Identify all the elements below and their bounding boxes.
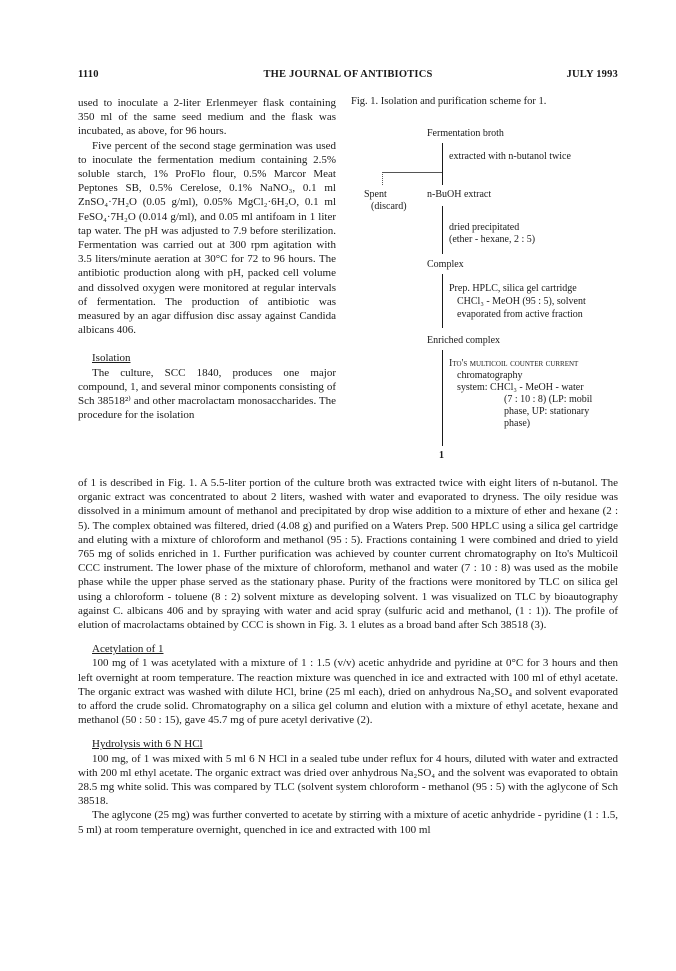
paragraph-isolation-continued: of 1 is described in Fig. 1. A 5.5-liter portion of the culture broth was extracted twice with eight liters of n-butanol. The organic extract was concentrated to about 2 liters, washed with water and evaporated to dryness. The oily residue was dissolved in a minimum amount of methanol and precipitated by drop wise addition to a mixture of ether and hexane (2 : 5). The complex obtained was filtered, dried (4.08 g) and purified on a Waters Prep. 500 HPLC using a silica gel cartridge and eluting with a mixture of chloroform and methanol (95 : 5). Fractions containing 1 were combined and dried to yield 765 mg of solids enriched in 1. Further purification was achieved by counter current chromatography on Ito's Multicoil CCC instrument. The lower phase of the mixture of chloroform, methanol and water (7 : 10 : 8) was used as the mobile phase while the upper phase served as the stationary phase. Purity of the fractions were monitored by TLC on silica gel using a chloroform - toluene (8 : 2) solvent mixture as developing solvent. 1 was visualized on TLC by bioautography against C. albicans 406 and by spraying with water and acid spray (sulfuric acid and methanol, (1 : 1)). The profile of elution of macrolactams obtained by CCC is shown in Fig. 3. 1 elutes as a broad band after Sch 38518 (3).	[78, 477, 618, 632]
section-heading-hydrolysis: Hydrolysis with 6 N HCl	[92, 738, 203, 751]
step-hplc-3: evaporated from active fraction	[457, 309, 583, 320]
flow-line	[442, 350, 443, 446]
paragraph-hydrolysis: 100 mg, of 1 was mixed with 5 ml 6 N HCl in a sealed tube under reflux for 4 hours, diluted with water and extracted with 200 ml ethyl acetate. The organic extract was dried over anhydrous Na₂SO₄ and the solvent was evaporated to obtain 28.5 mg white solid. This was compared by TLC (solvent system chloroform - methanol (95 : 5) with the aglycone of Sch 38518.	[78, 752, 618, 808]
section-heading-isolation: Isolation	[92, 352, 131, 365]
step-hplc-1: Prep. HPLC, silica gel cartridge	[449, 283, 577, 294]
full-width-text	[78, 476, 618, 837]
paragraph-seed-culture: used to inoculate a 2-liter Erlenmeyer flask containing 350 ml of the same seed medium and the flask was incubated, as above, for 96 hours.	[78, 97, 336, 138]
flow-line	[442, 143, 443, 185]
issue-date: JULY 1993	[566, 69, 618, 80]
flow-line	[442, 206, 443, 254]
step-ccc-6: phase)	[504, 418, 531, 429]
paragraph-aglycone: The aglycone (25 mg) was further converted to acetate by stirring with a mixture of acetic anhydride - pyridine (1 : 1.5, 5 ml) at room temperature overnight, quenched in ice and extracted with 100 ml	[78, 809, 618, 836]
step-precipitation-2: (ether - hexane, 2 : 5)	[449, 234, 536, 245]
branch-line	[382, 172, 442, 173]
journal-title: THE JOURNAL OF ANTIBIOTICS	[263, 69, 433, 80]
paragraph-acetylation: 100 mg of 1 was acetylated with a mixture of 1 : 1.5 (v/v) acetic anhydride and pyridine at 0°C for 3 hours and then left overnight at room temperature. The reaction mixture was quenched in ice and extracted with 100 ml of ethyl acetate. The organic extract was washed with dilute HCl, brine (25 ml each), dried on anhydrous Na₂SO₄ and solvent evaporated to afford the crude solid. Chromatography on a silica gel column and elution with a mixture of ethyl acetate, hexane and methanol (50 : 50 : 15), gave 45.7 mg of pure acetyl derivative (2).	[78, 657, 618, 727]
paragraph-fermentation: Five percent of the second stage germination was used to inoculate the fermentation medium containing 2.5% soluble starch, 1% ProFlo flour, 0.5% Marcor Meat Peptones SB, 0.5% Cerelose, 0.1% NaNO₃, 0.1 ml ZnSO₄·7H₂O (0.05 g/ml), 0.05% MgCl₂·6H₂O, 0.1 ml FeSO₄·7H₂O (0.014 g/ml), and 0.05 ml antifoam in 1 liter tap water. The pH was adjusted to 7.9 before sterilization. Fermentation was carried out at 300 rpm agitation with 3.5 liters/minute aeration at 30°C for 72 to 96 hours. The antibiotic production along with pH, packed cell volume and dissolved oxygen were monitored at regular intervals of fermentation. The production of antibiotic was measured by an agar diffusion disc assay against Candida albicans 406.	[78, 139, 336, 337]
node-enriched-complex: Enriched complex	[427, 335, 501, 346]
figure-caption: Fig. 1. Isolation and purification scheme for 1.	[351, 96, 547, 107]
step-ccc-5: phase, UP: stationary	[504, 406, 590, 417]
step-ccc-2: chromatography	[457, 370, 523, 381]
step-ccc-3: system: CHCl₃ - MeOH - water	[457, 382, 584, 393]
node-fermentation-broth: Fermentation broth	[427, 128, 504, 139]
node-buoh-extract: n-BuOH extract	[427, 189, 492, 200]
branch-line-dotted	[382, 172, 383, 185]
node-complex: Complex	[427, 259, 464, 270]
section-heading-acetylation: Acetylation of 1	[92, 643, 164, 656]
paragraph-isolation-start: The culture, SCC 1840, produces one major compound, 1, and several minor components consisting of Sch 38518²⁾ and other macrolactam monosaccharides. The procedure for the isolation	[78, 366, 336, 422]
step-hplc-2: CHCl₃ - MeOH (95 : 5), solvent	[457, 296, 586, 307]
running-header	[78, 69, 618, 85]
step-precipitation-1: dried precipitated	[449, 222, 520, 233]
node-spent: Spent	[364, 189, 387, 200]
figure-1-scheme	[351, 96, 618, 476]
step-butanol-extraction: extracted with n-butanol twice	[449, 151, 571, 162]
node-final-compound: 1	[439, 450, 444, 461]
flow-line	[442, 274, 443, 328]
node-discard: (discard)	[371, 201, 407, 212]
step-ccc-1: Ito's multicoil counter current	[449, 358, 579, 369]
page-number: 1110	[78, 69, 99, 80]
step-ccc-4: (7 : 10 : 8) (LP: mobil	[504, 394, 593, 405]
left-column	[78, 96, 336, 422]
